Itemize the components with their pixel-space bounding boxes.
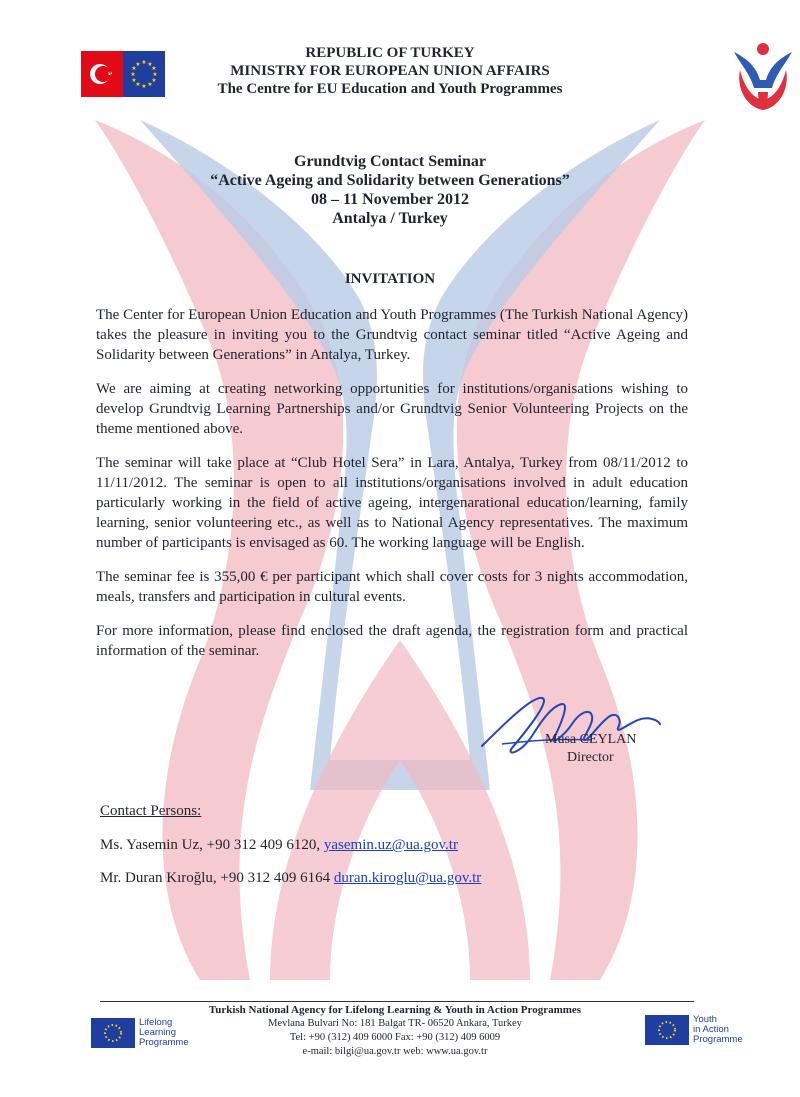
signer-name: Musa CEYLAN: [545, 732, 637, 747]
lifelong-learning-label: [139, 1018, 189, 1052]
seminar-dates: 08 – 11 November 2012: [311, 191, 469, 208]
contact-row: [100, 837, 600, 854]
seminar-name: Grundtvig Contact Seminar: [294, 153, 486, 170]
programme-line: Youth: [693, 1014, 717, 1025]
svg-text:★: ★: [131, 77, 137, 84]
programme-line: Programme: [693, 1034, 743, 1045]
svg-text:★: ★: [135, 81, 141, 88]
paragraph: The seminar will take place at “Club Hotel Sera” in Lara, Antalya, Turkey from 08/11/2012 to 11/11/2012. The seminar is open to all institutions/organisations involved in adult education particularly working in the field of active ageing, intergenarational education/learning, family learning, senior volunteering etc., as well as to National Agency representatives. The maximum number of participants is envisaged as 60. The working language will be English.: [96, 455, 688, 551]
svg-text:★: ★: [130, 71, 136, 78]
seminar-theme: “Active Ageing and Solidarity between Generations”: [210, 172, 570, 189]
contact-persons: [100, 803, 600, 903]
lifelong-learning-logo: [91, 1018, 211, 1052]
svg-text:★: ★: [147, 61, 153, 68]
seminar-title-block: [140, 152, 640, 228]
svg-text:★: ★: [131, 65, 137, 72]
turkey-flag-icon: [81, 51, 123, 97]
programme-line: in Action: [693, 1024, 729, 1035]
header-centre: The Centre for EU Education and Youth Programmes: [217, 81, 563, 97]
svg-text:★: ★: [147, 81, 153, 88]
signer-title: Director: [567, 750, 614, 765]
centre-logo-icon: [730, 40, 796, 112]
contact-details: Ms. Yasemin Uz, +90 312 409 6120,: [100, 837, 324, 853]
paragraph: The seminar fee is 355,00 € per participant which shall cover costs for 3 nights accommodation, meals, transfers and participation in cultural events.: [96, 569, 688, 605]
programme-line: Programme: [139, 1037, 189, 1048]
svg-text:★: ★: [135, 61, 141, 68]
letterhead: [170, 44, 610, 98]
footer-address: [190, 1003, 600, 1059]
svg-text:★: ★: [152, 71, 158, 78]
contact-email-link[interactable]: duran.kiroglu@ua.gov.tr: [333, 870, 482, 886]
header-ministry: MINISTRY FOR EUROPEAN UNION AFFAIRS: [230, 63, 550, 79]
paragraph: We are aiming at creating networking opportunities for institutions/organisations wishing to develop Grundtvig Learning Partnerships and/or Grundtvig Senior Volunteering Projects on the theme mentioned above.: [96, 381, 688, 437]
header-country: REPUBLIC OF TURKEY: [305, 45, 475, 61]
footer-phone: Tel: +90 (312) 409 6000 Fax: +90 (312) 409 6009: [289, 1032, 501, 1043]
programme-line: Learning: [139, 1027, 176, 1038]
letter-body: [96, 305, 688, 675]
signer-block: [545, 731, 655, 767]
contact-email-link[interactable]: yasemin.uz@ua.gov.tr: [323, 837, 458, 853]
programme-line: Lifelong: [139, 1017, 173, 1028]
svg-text:★: ★: [151, 77, 157, 84]
footer-street: Mevlana Bulvari No: 181 Balgat TR- 06520 Ankara, Turkey: [268, 1018, 522, 1029]
footer-email-web: e-mail: bilgi@ua.gov.tr web: www.ua.gov.tr: [302, 1046, 488, 1057]
footer-agency: Turkish National Agency for Lifelong Learning & Youth in Action Programmes: [208, 1004, 582, 1016]
paragraph: The Center for European Union Education and Youth Programmes (The Turkish National Agency) takes the pleasure in inviting you to the Grundtvig contact seminar titled “Active Ageing and Solidarity between Generations” in Antalya, Turkey.: [96, 307, 688, 363]
youth-in-action-logo: [645, 1015, 765, 1049]
footer-divider: [100, 1001, 694, 1002]
eu-flag-icon: [91, 1018, 135, 1048]
eu-flag-icon: [123, 51, 165, 97]
contact-row: [100, 870, 600, 887]
invitation-heading: INVITATION: [344, 271, 436, 287]
svg-text:★: ★: [151, 65, 157, 72]
svg-text:★: ★: [141, 59, 147, 66]
youth-in-action-label: [693, 1015, 743, 1049]
eu-flag-icon: [645, 1015, 689, 1045]
contact-details: Mr. Duran Kıroğlu, +90 312 409 6164: [100, 870, 334, 886]
svg-text:★: ★: [141, 83, 147, 90]
flags-logo: [81, 51, 165, 97]
seminar-location: Antalya / Turkey: [332, 210, 448, 227]
paragraph: For more information, please find enclosed the draft agenda, the registration form and practical information of the seminar.: [96, 623, 688, 659]
contacts-heading: Contact Persons:: [100, 803, 202, 819]
